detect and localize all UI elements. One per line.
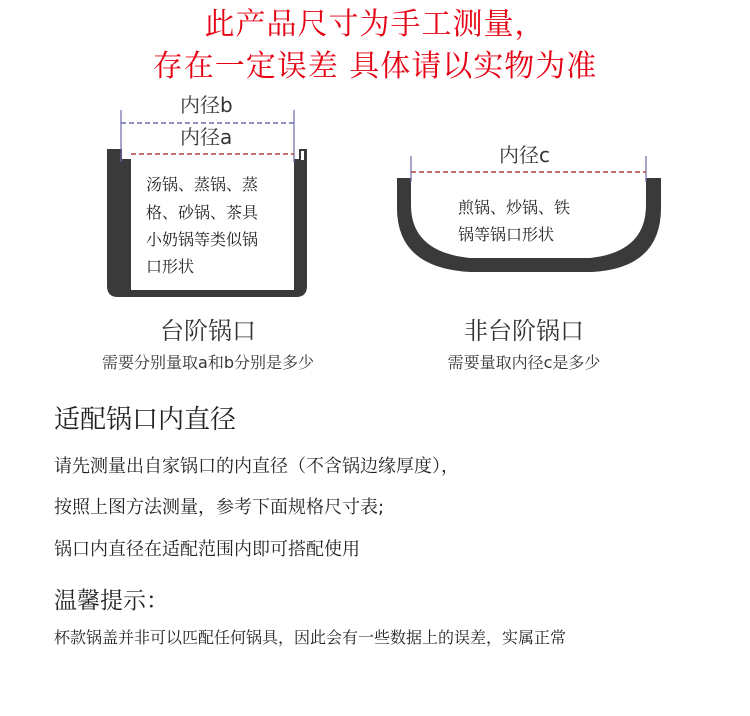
flat-pot-text-2: 锅等锅口形状 [458, 225, 555, 244]
stepped-pot-text-1: 汤锅、蒸锅、蒸 [146, 175, 259, 194]
stepped-pot-rim-steps [107, 150, 307, 160]
stepped-pot-text-3: 小奶锅等类似锅 [146, 230, 259, 249]
notice-line-1: 此产品尺寸为手工测量， [204, 7, 546, 42]
stepped-pot-text-4: 口形状 [146, 257, 195, 276]
notice-line-2: 存在一定误差 具体请以实物为准 [152, 49, 598, 84]
stepped-pot-subtitle: 需要分别量取a和b分别是多少 [102, 353, 314, 372]
measure-b-label: 内径b [180, 93, 233, 117]
flat-pot-subtitle: 需要量取内径c是多少 [447, 353, 601, 372]
stepped-pot-text-2: 格、砂锅、茶具 [146, 203, 259, 222]
instruction-line-2: 按照上图方法测量，参考下面规格尺寸表; [54, 497, 385, 518]
fit-section-heading: 适配锅口内直径 [54, 405, 237, 435]
flat-pot-name: 非台阶锅口 [464, 317, 584, 345]
measure-c-label: 内径c [499, 143, 550, 167]
instruction-line-1: 请先测量出自家锅口的内直径（不含锅边缘厚度）， [54, 456, 459, 477]
flat-pot-text-1: 煎锅、炒锅、铁 [458, 198, 571, 217]
instruction-line-3: 锅口内直径在适配范围内即可搭配使用 [54, 539, 360, 560]
stepped-pot-name: 台阶锅口 [160, 317, 256, 345]
stepped-pot-figure [107, 93, 307, 297]
tips-text: 杯款锅盖并非可以匹配任何锅具，因此会有一些数据上的误差，实属正常 [54, 628, 567, 647]
measure-a-label: 内径a [180, 125, 233, 149]
tips-heading: 温馨提示： [54, 588, 169, 614]
flat-pot-figure [397, 143, 661, 272]
